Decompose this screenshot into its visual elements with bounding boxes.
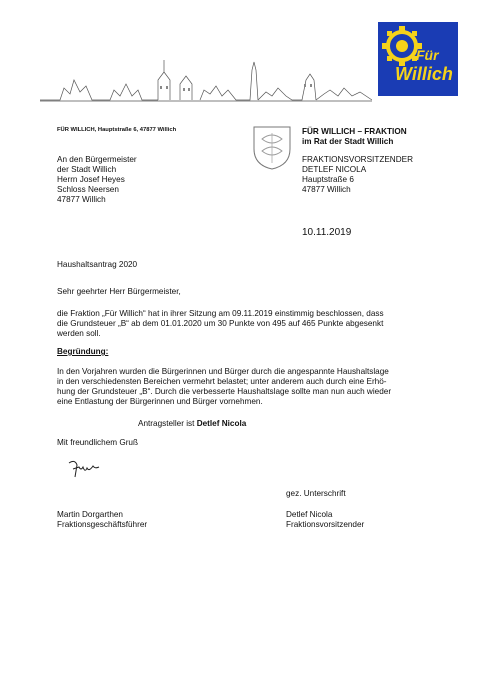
paragraph-line: werden soll. bbox=[57, 329, 101, 338]
signatory-name: Detlef Nicola bbox=[286, 510, 333, 519]
faction-address-line: FRAKTIONSVORSITZENDER bbox=[302, 155, 413, 164]
faction-address bbox=[302, 155, 413, 195]
letter-date: 10.11.2019 bbox=[302, 227, 352, 238]
motion-paragraph bbox=[57, 309, 384, 339]
recipient-address bbox=[57, 155, 137, 205]
recipient-line: Herrn Josef Heyes bbox=[57, 175, 125, 184]
reason-heading: Begründung: bbox=[57, 347, 109, 356]
applicant-line bbox=[138, 419, 246, 429]
paragraph-line: hung der Grundsteuer „B“. Durch die verbesserte Haushaltslage sollte man nun auch wieder bbox=[57, 387, 392, 396]
signatory-role: Fraktionsgeschäftsführer bbox=[57, 520, 148, 529]
logo-text-fuer: Für bbox=[416, 47, 439, 63]
letter-subject: Haushaltsantrag 2020 bbox=[57, 260, 138, 269]
signatory-role: Fraktionsvorsitzender bbox=[286, 520, 365, 529]
faction-address-line: 47877 Willich bbox=[302, 185, 351, 194]
paragraph-line: in den verschiedensten Bereichen vermehrt belastet; unter anderem auch durch eine Erhö- bbox=[57, 377, 387, 386]
handwritten-signature bbox=[67, 457, 101, 481]
faction-subtitle: im Rat der Stadt Willich bbox=[302, 137, 394, 146]
applicant-prefix: Antragsteller ist bbox=[138, 419, 197, 428]
paragraph-line: eine Entlastung der Bürgerinnen und Bürger vornehmen. bbox=[57, 397, 263, 406]
skyline-illustration bbox=[40, 50, 372, 102]
applicant-name: Detlef Nicola bbox=[196, 419, 247, 428]
signatory-left bbox=[57, 510, 147, 530]
faction-title: FÜR WILLICH – FRAKTION bbox=[302, 127, 407, 136]
paragraph-line: die Grundsteuer „B“ ab dem 01.01.2020 um 30 Punkte von 495 auf 465 Punkte abgesenkt bbox=[57, 319, 384, 328]
paragraph-line: In den Vorjahren wurden die Bürgerinnen und Bürger durch die angespannte Haushaltslage bbox=[57, 367, 389, 376]
recipient-line: Schloss Neersen bbox=[57, 185, 119, 194]
signatory-name: Martin Dorgarthen bbox=[57, 510, 123, 519]
sender-address-line: FÜR WILLICH, Hauptstraße 6, 47877 Willich bbox=[57, 127, 177, 133]
reason-paragraph bbox=[57, 367, 391, 407]
recipient-line: An den Bürgermeister bbox=[57, 155, 137, 164]
signed-note: gez. Unterschrift bbox=[286, 489, 346, 498]
paragraph-line: die Fraktion „Für Willich“ hat in ihrer Sitzung am 09.11.2019 einstimmig beschlossen, dass bbox=[57, 309, 384, 318]
faction-address-line: Hauptstraße 6 bbox=[302, 175, 354, 184]
recipient-line: 47877 Willich bbox=[57, 195, 106, 204]
recipient-line: der Stadt Willich bbox=[57, 165, 117, 174]
logo-text-willich: Willich bbox=[395, 64, 453, 84]
signatory-right bbox=[286, 510, 364, 530]
faction-address-line: DETLEF NICOLA bbox=[302, 165, 367, 174]
letter-closing: Mit freundlichem Gruß bbox=[57, 438, 138, 447]
city-crest-icon bbox=[252, 125, 292, 171]
letter-greeting: Sehr geehrter Herr Bürgermeister, bbox=[57, 287, 181, 296]
